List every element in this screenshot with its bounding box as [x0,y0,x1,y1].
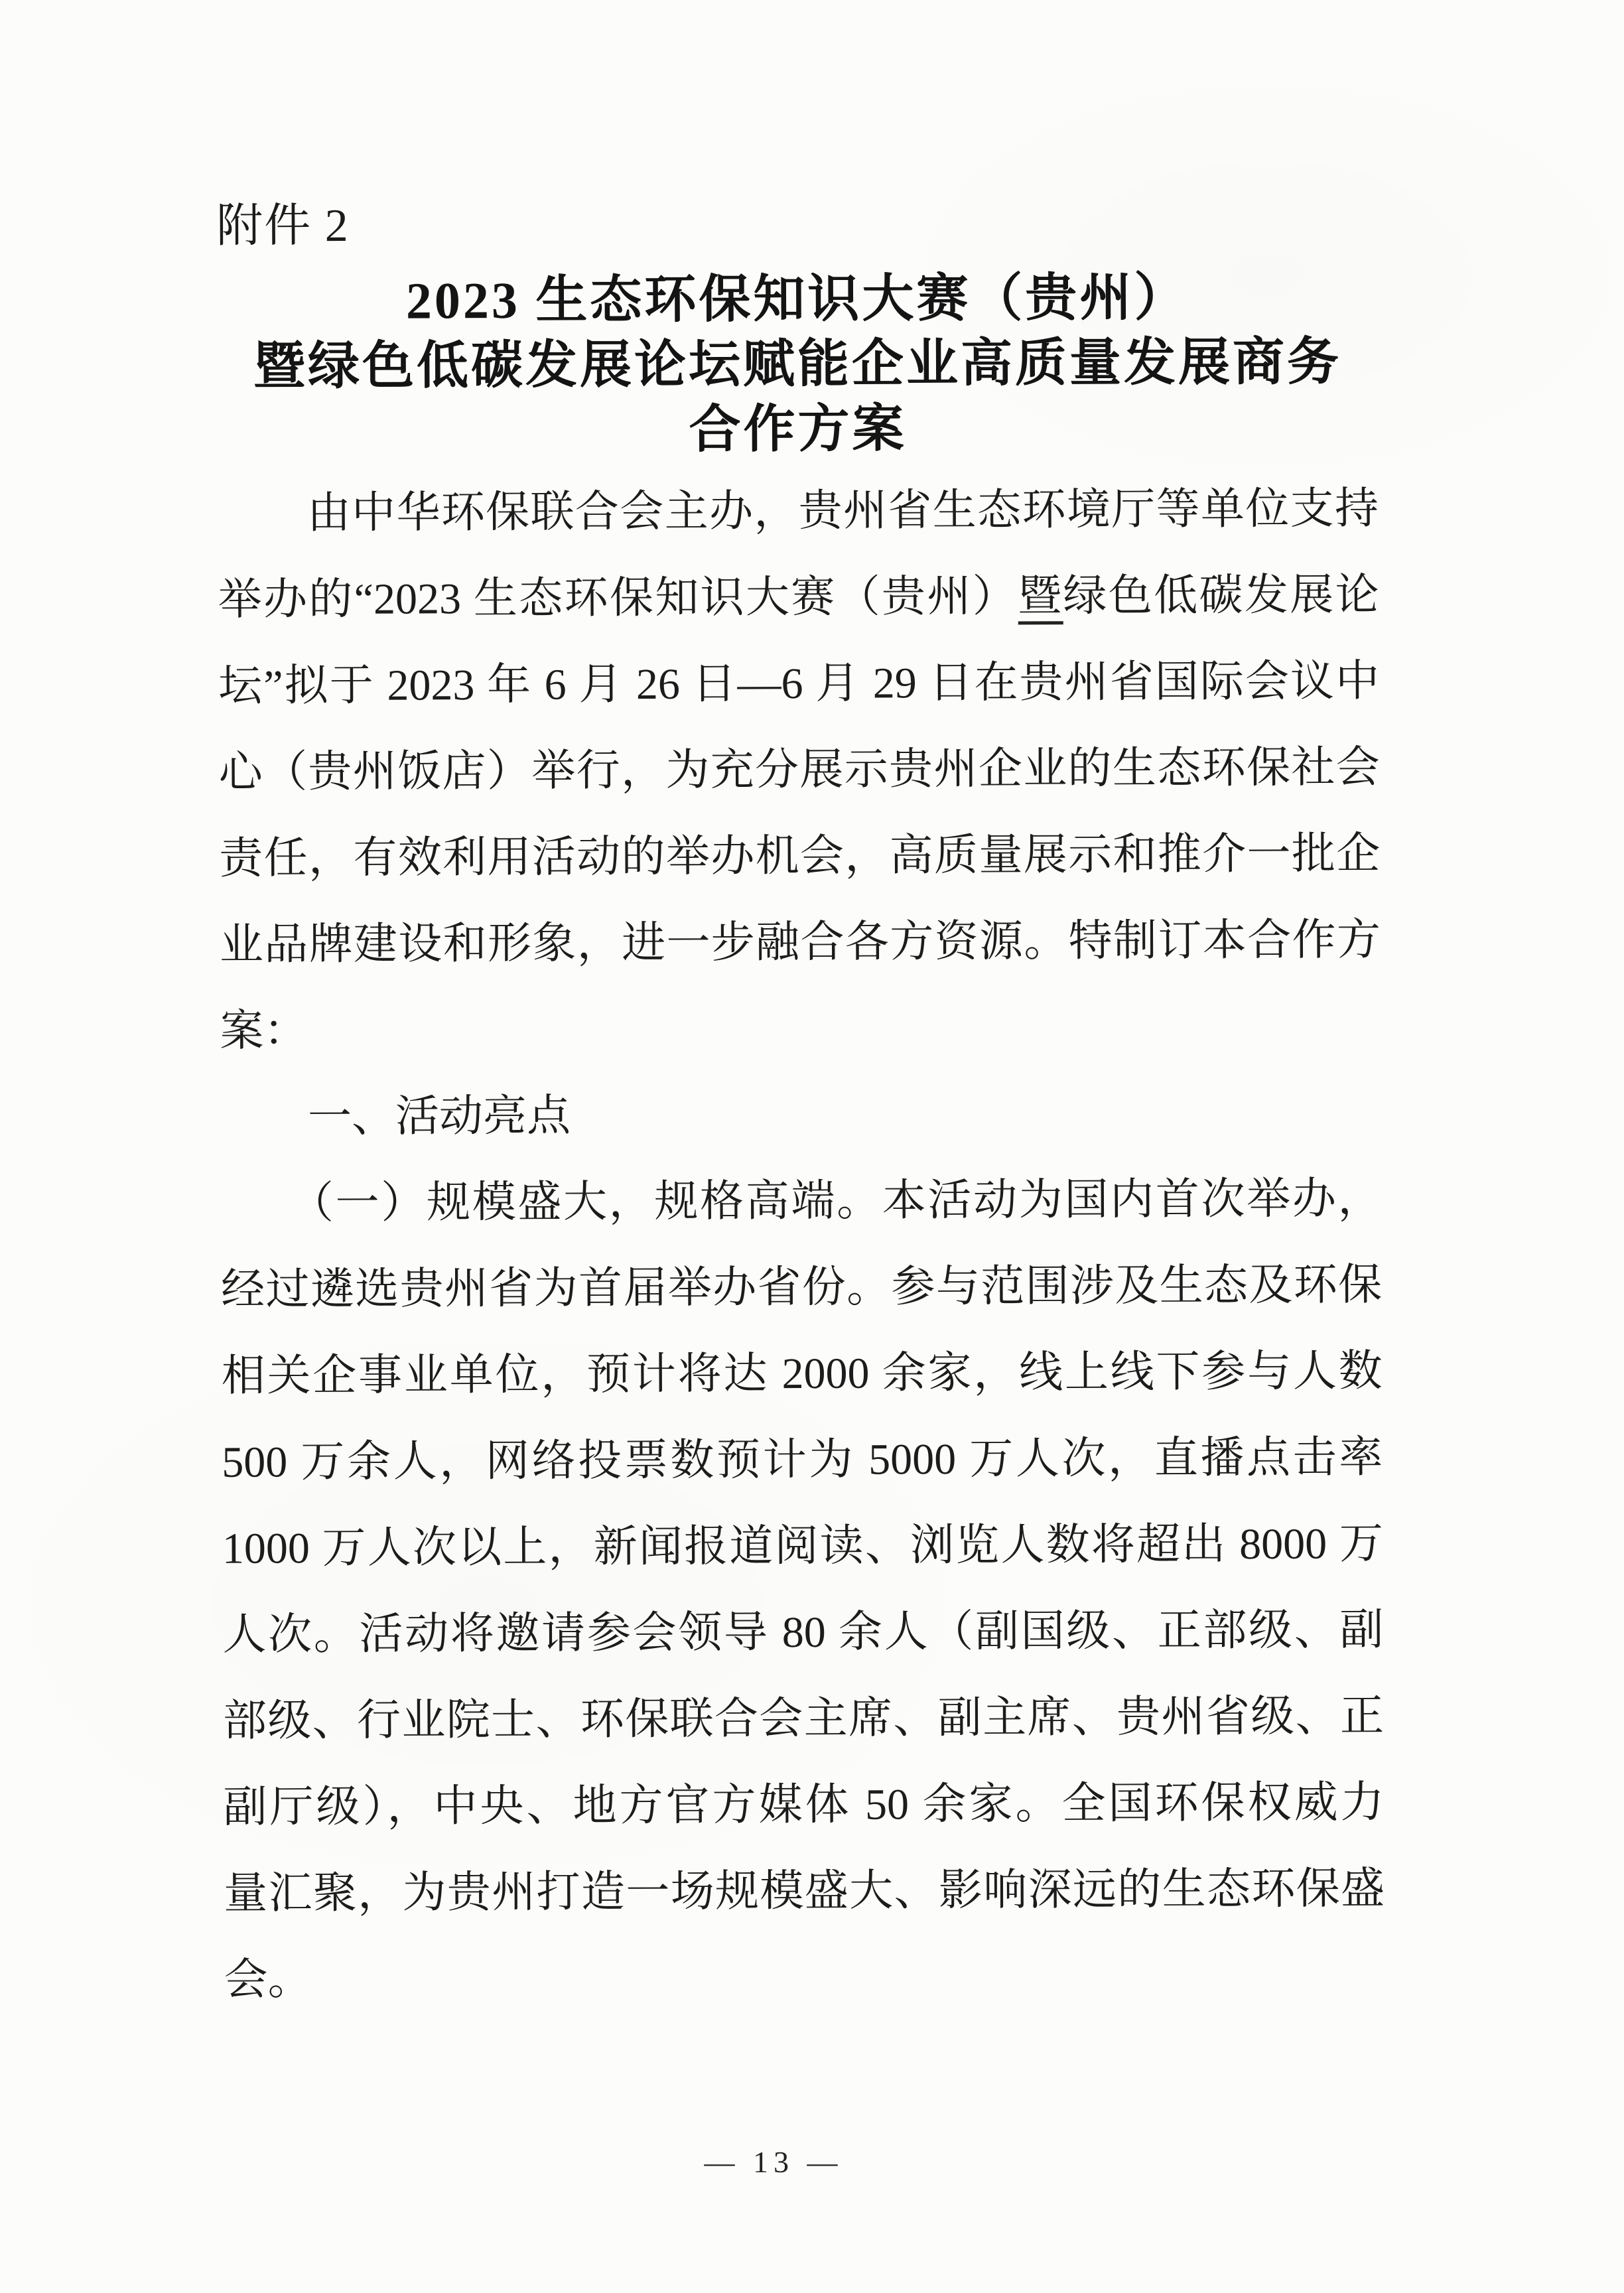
text-line: 一、活动亮点 [220,1091,571,1142]
underline-mark: 暨 [1018,572,1063,624]
text-line: 由中华环保联合会主办，贵州省生态环境厅等单位支持 [217,484,1379,538]
text-line: 1000 万人次以上，新闻报道阅读、浏览人数将超出 8000 万 [222,1519,1384,1573]
text-line: 人次。活动将邀请参会领导 80 余人（副国级、正部级、副 [222,1606,1384,1659]
text-line: 心（贵州饭店）举行，为充分展示贵州企业的生态环保社会 [218,743,1380,797]
text-line: 量汇聚，为贵州打造一场规模盛大、影响深远的生态环保盛 [223,1864,1385,1918]
text-line: 副厅级），中央、地方官方媒体 50 余家。全国环保权威力 [223,1778,1385,1832]
text-line: 500 万余人，网络投票数预计为 5000 万人次，直播点击率 [222,1433,1383,1487]
text-line: 经过遴选贵州省为首届举办省份。参与范围涉及生态及环保 [220,1261,1383,1314]
attachment-label: 附件 2 [216,200,350,252]
text-line: 案： [220,1007,308,1056]
text-line: 坛”拟于 2023 年 6 月 26 日—6 月 29 日在贵州省国际会议中 [218,657,1380,711]
document-content [216,0,1385,2024]
text-line: 会。 [224,1955,312,2004]
document-title [216,264,1378,464]
page-number: — 13 — [704,2145,843,2179]
text-line: 部级、行业院士、环保联合会主席、副主席、贵州省级、正 [222,1692,1385,1746]
body-text [218,466,1385,2024]
text-line: （一）规模盛大，规格高端。本活动为国内首次举办， [220,1174,1382,1228]
title-line-3: 合作方案 [689,399,907,458]
title-line-2: 暨绿色低碳发展论坛赋能企业高质量发展商务 [253,332,1342,395]
text-line: 相关企事业单位，预计将达 2000 余家，线上线下参与人数 [221,1347,1383,1401]
text-line: 举办的“2023 生态环保知识大赛（贵州）暨绿色低碳发展论 [218,571,1379,624]
text-line: 业品牌建设和形象，进一步融合各方资源。特制订本合作方 [219,916,1381,969]
title-line-1: 2023 生态环保知识大赛（贵州） [405,268,1189,330]
text-line: 责任，有效利用活动的举办机会，高质量展示和推介一批企 [219,829,1381,883]
